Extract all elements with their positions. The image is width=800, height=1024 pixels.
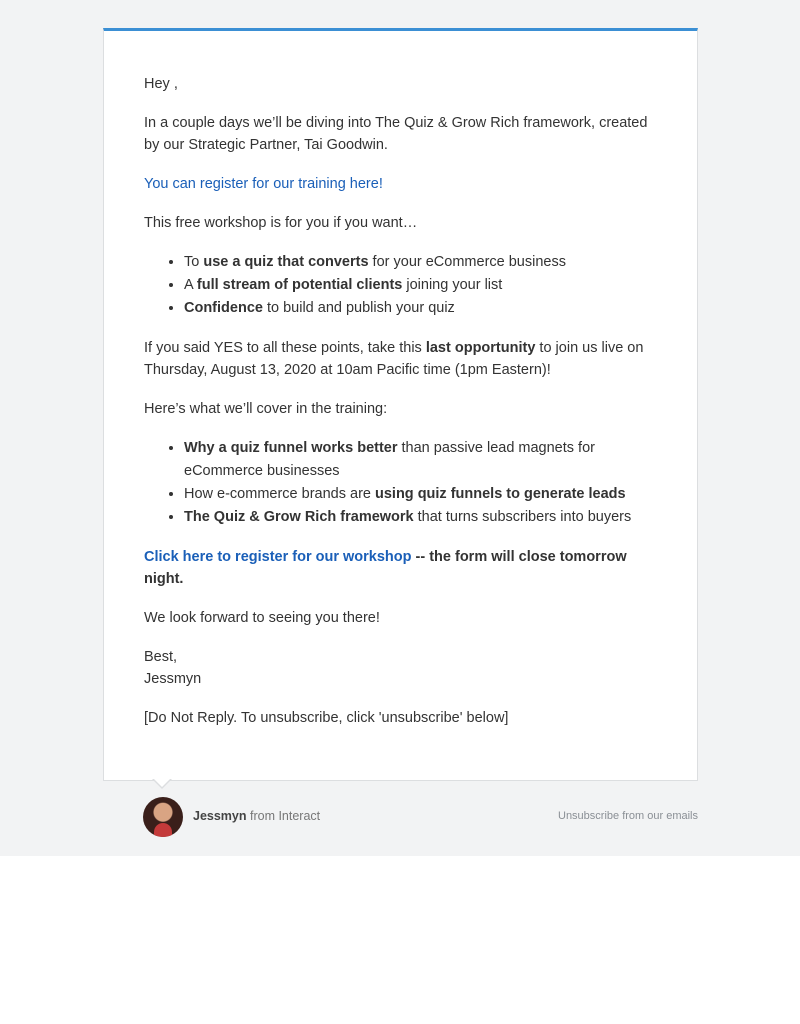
list-item: • A full stream of potential clients joining your list — [184, 274, 664, 297]
email-body — [144, 73, 664, 746]
avatar — [143, 797, 183, 837]
signature-block — [144, 646, 664, 690]
sender-name: Jessmyn — [193, 809, 247, 823]
list-item: • Confidence to build and publish your quiz — [184, 297, 664, 320]
card-pointer-inner — [153, 778, 171, 787]
closing-line: We look forward to seeing you there! — [144, 610, 380, 626]
register-link-top[interactable]: You can register for our training here! — [144, 176, 383, 192]
list-item: • How e-commerce brands are using quiz funnels to generate leads — [184, 483, 664, 506]
intro-paragraph: In a couple days we’ll be diving into The Quiz & Grow Rich framework, created by our Strategic Partner, Tai Goodwin. — [144, 115, 648, 153]
email-footer — [143, 797, 698, 837]
yes-paragraph: If you said YES to all these points, take this last opportunity to join us live on Thursday, August 13, 2020 at 10am Pacific time (1pm Eastern)! — [144, 340, 644, 378]
email-card — [103, 28, 698, 781]
register-link-bottom[interactable]: Click here to register for our workshop — [144, 549, 412, 565]
list-item: • Why a quiz funnel works better than passive lead magnets for eCommerce businesses — [184, 437, 664, 483]
register-note: -- the form will close tomorrow night. — [144, 549, 627, 587]
register-cta — [144, 546, 664, 590]
signoff: Best, — [144, 649, 178, 665]
cover-intro: Here’s what we’ll cover in the training: — [144, 401, 388, 417]
wants-list — [184, 251, 664, 320]
want-intro: This free workshop is for you if you want… — [144, 215, 418, 231]
list-item: • The Quiz & Grow Rich framework that turns subscribers into buyers — [184, 506, 664, 529]
sender-line — [193, 809, 320, 823]
unsubscribe-link[interactable]: Unsubscribe from our emails — [558, 810, 698, 822]
signature-name: Jessmyn — [144, 671, 202, 687]
list-item: • To use a quiz that converts for your eCommerce business — [184, 251, 664, 274]
disclaimer: [Do Not Reply. To unsubscribe, click 'unsubscribe' below] — [144, 710, 509, 726]
covers-list — [184, 437, 664, 529]
greeting: Hey , — [144, 76, 178, 92]
sender-from: from Interact — [246, 809, 321, 823]
